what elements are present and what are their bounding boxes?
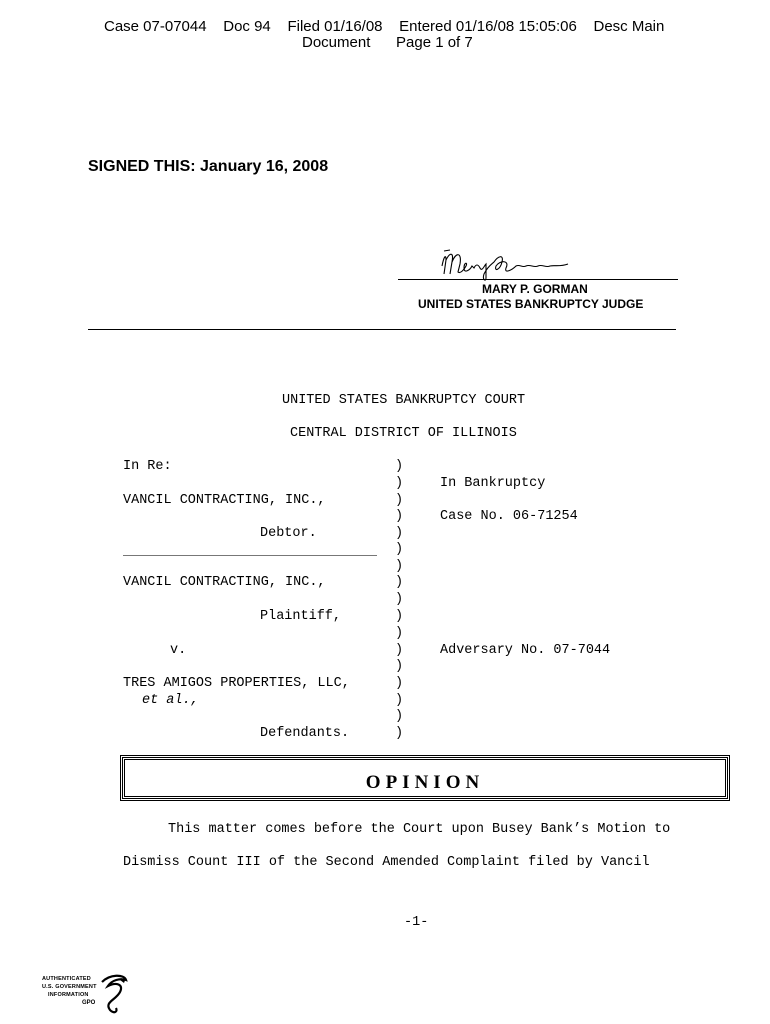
caption-plaintiff-name: VANCIL CONTRACTING, INC.,: [123, 575, 326, 590]
caption-adversary-number: Adversary No. 07-7044: [440, 643, 611, 658]
opinion-paragraph-line2: Dismiss Count III of the Second Amended Complaint filed by Vancil: [123, 855, 650, 870]
caption-paren: ): [395, 592, 404, 607]
caption-debtor-name: VANCIL CONTRACTING, INC.,: [123, 493, 326, 508]
signature-line: [398, 279, 678, 280]
caption-paren: ): [395, 693, 404, 708]
judge-name: MARY P. GORMAN: [482, 282, 588, 296]
caption-paren: ): [395, 643, 404, 658]
opinion-title-box: [122, 757, 728, 799]
caption-versus: v.: [170, 643, 187, 658]
caption-divider: [123, 555, 377, 556]
judge-signature: [420, 248, 580, 282]
seal-line2: U.S. GOVERNMENT: [42, 984, 97, 990]
page-number: -1-: [404, 915, 429, 930]
opinion-title: OPINION: [365, 772, 485, 793]
caption-paren: ): [395, 659, 404, 674]
caption-case-number: Case No. 06-71254: [440, 509, 578, 524]
seal-line3: INFORMATION: [48, 992, 89, 998]
seal-line1: AUTHENTICATED: [42, 976, 91, 982]
caption-defendant-name: TRES AMIGOS PROPERTIES, LLC,: [123, 676, 350, 691]
caption-paren: ): [395, 509, 404, 524]
caption-paren: ): [395, 476, 404, 491]
court-district: CENTRAL DISTRICT OF ILLINOIS: [290, 426, 517, 441]
caption-paren: ): [395, 676, 404, 691]
caption-paren: ): [395, 459, 404, 474]
caption-paren: ): [395, 526, 404, 541]
caption-paren: ): [395, 709, 404, 724]
court-name: UNITED STATES BANKRUPTCY COURT: [282, 393, 526, 408]
caption-defendants-label: Defendants.: [260, 726, 350, 741]
caption-in-bankruptcy: In Bankruptcy: [440, 476, 546, 491]
caption-paren: ): [395, 559, 404, 574]
caption-in-re: In Re:: [123, 459, 172, 474]
caption-paren: ): [395, 626, 404, 641]
eagle-icon: [96, 974, 130, 1016]
signed-date: SIGNED THIS: January 16, 2008: [88, 158, 329, 175]
filing-header-page: Page 1 of 7: [396, 34, 473, 51]
seal-line4: GPO: [82, 1000, 96, 1006]
caption-debtor-label: Debtor.: [260, 526, 317, 541]
opinion-paragraph-line1: This matter comes before the Court upon Busey Bank’s Motion to: [168, 822, 671, 837]
caption-et-al: et al.,: [142, 693, 199, 708]
caption-paren: ): [395, 609, 404, 624]
caption-paren: ): [395, 726, 404, 741]
caption-paren: ): [395, 542, 404, 557]
filing-header-line1: Case 07-07044 Doc 94 Filed 01/16/08 Entered 01/16/08 15:05:06 Desc Main: [104, 18, 665, 35]
gpo-authentication-seal: [40, 974, 130, 1018]
section-divider: [88, 329, 676, 330]
filing-header-document: Document: [302, 34, 371, 51]
caption-plaintiff-label: Plaintiff,: [260, 609, 342, 624]
caption-paren: ): [395, 575, 404, 590]
caption-paren: ): [395, 493, 404, 508]
judge-title: UNITED STATES BANKRUPTCY JUDGE: [418, 297, 644, 311]
